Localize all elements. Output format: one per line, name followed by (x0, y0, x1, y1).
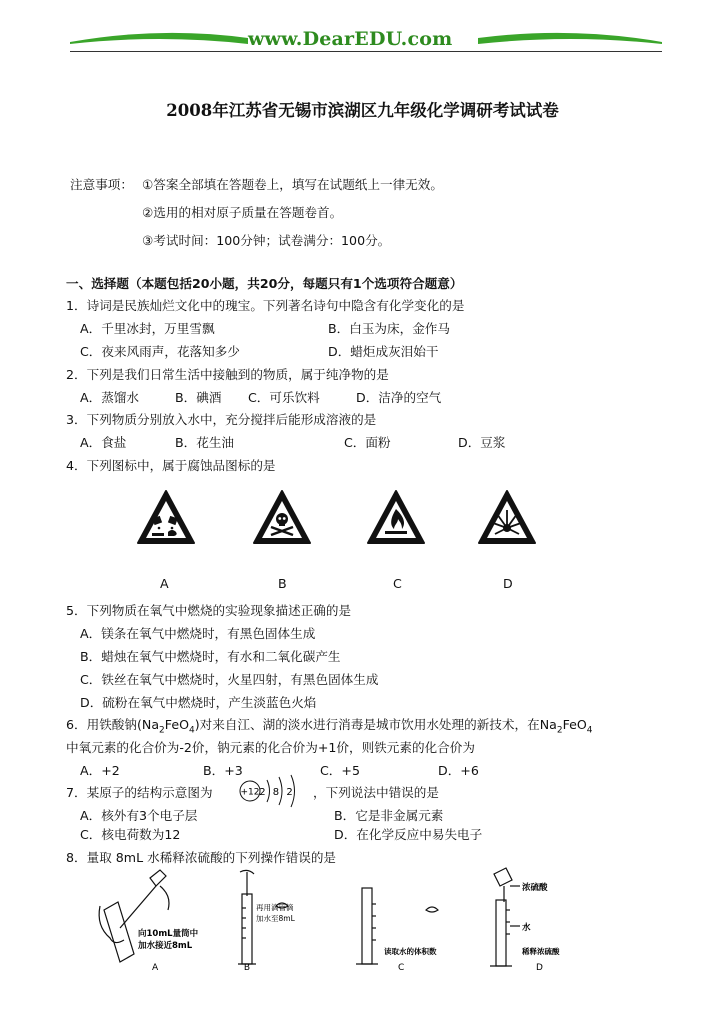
corrosive-hazard-icon (136, 489, 196, 547)
q5-option-c: C．铁丝在氧气中燃烧时，火星四射，有黑色固体生成 (80, 672, 379, 687)
q2-stem: 2．下列是我们日常生活中接触到的物质，属于纯净物的是 (66, 367, 389, 382)
q7-option-d: D．在化学反应中易失电子 (334, 827, 483, 842)
q7-option-a: A．核外有3个电子层 (80, 808, 198, 823)
q3-option-a: A．食盐 (80, 435, 127, 450)
svg-text:加水至8mL: 加水至8mL (256, 914, 295, 923)
q5-option-d: D．硫粉在氧气中燃烧时，产生淡蓝色火焰 (80, 695, 317, 710)
q7-stem-part2: ，下列说法中错误的是 (313, 785, 439, 800)
section-heading: 一、选择题（本题包括20小题，共20分，每题只有1个选项符合题意） (66, 276, 463, 291)
header-rule (70, 51, 662, 52)
svg-text:D: D (536, 963, 543, 973)
q6-option-b: B．+3 (203, 763, 243, 778)
toxic-hazard-icon (252, 489, 312, 547)
q4-stem: 4．下列图标中，属于腐蚀品图标的是 (66, 458, 276, 473)
q4-label-c: C (393, 576, 402, 591)
q3-option-d: D．豆浆 (458, 435, 506, 450)
q7-stem-part1: 7．某原子的结构示意图为 (66, 785, 213, 800)
svg-text:A: A (152, 963, 159, 973)
flammable-hazard-icon (366, 489, 426, 547)
q2-option-b: B．碘酒 (175, 390, 222, 405)
q8-apparatus-figure (90, 866, 590, 978)
svg-text:B: B (243, 963, 251, 973)
note-3: ③考试时间：100分钟；试卷满分：100分。 (142, 233, 391, 248)
q1-option-a: A．千里冰封，万里雪飘 (80, 321, 215, 336)
formula-na2feo4-repeat: $Na_2FeO_4$ (539, 717, 593, 736)
q7-option-b: B．它是非金属元素 (334, 808, 444, 823)
q1-option-d: D．蜡炬成灰泪始干 (328, 344, 439, 359)
note-2: ②选用的相对原子质量在答题卷首。 (142, 205, 343, 220)
atom-structure-diagram (237, 774, 311, 808)
formula-na2feo4: $Na_2FeO_4$ (141, 717, 195, 736)
q5-option-b: B．蜡烛在氧气中燃烧时，有水和二氧化碳产生 (80, 649, 341, 664)
q1-option-c: C．夜来风雨声，花落知多少 (80, 344, 240, 359)
q3-stem: 3．下列物质分别放入水中，充分搅拌后能形成溶液的是 (66, 412, 377, 427)
page-title: 2008年江苏省无锡市滨湖区九年级化学调研考试试卷 (166, 101, 559, 120)
q2-option-c: C．可乐饮料 (248, 390, 320, 405)
svg-text:水: 水 (522, 923, 531, 933)
q6-option-a: A．+2 (80, 763, 120, 778)
q1-option-b: B．白玉为床，金作马 (328, 321, 450, 336)
q6-option-c: C．+5 (320, 763, 360, 778)
q4-label-d: D (503, 576, 513, 591)
site-logo[interactable]: www.DearEDU.com (248, 28, 453, 50)
svg-text:向10mL量筒中: 向10mL量筒中 (138, 929, 199, 939)
note-1: ①答案全部填在答题卷上，填写在试题纸上一律无效。 (142, 177, 443, 192)
svg-text:读取水的体积数: 读取水的体积数 (384, 947, 437, 956)
q6-stem-line1: 6．用铁酸钠$(Na_2FeO_4)$对来自江、湖的淡水进行消毒是城市饮用水处理的新技术，在$Na_2FeO_4$ (66, 717, 593, 736)
q7-option-c: C．核电荷数为12 (80, 827, 181, 842)
q3-option-b: B．花生油 (175, 435, 235, 450)
q5-stem: 5．下列物质在氧气中燃烧的实验现象描述正确的是 (66, 603, 352, 618)
svg-text:2 8 2: 2 8 2 (259, 787, 295, 798)
q6-stem-line2: 中氧元素的化合价为-2价，钠元素的化合价为+1价，则铁元素的化合价为 (66, 740, 475, 755)
explosive-hazard-icon (477, 489, 537, 547)
q4-label-a: A (160, 576, 169, 591)
svg-text:稀释浓硫酸: 稀释浓硫酸 (522, 947, 560, 956)
svg-text:+12: +12 (240, 787, 260, 798)
q6-option-d: D．+6 (438, 763, 479, 778)
notes-label: 注意事项： (70, 177, 133, 192)
q2-option-a: A．蒸馏水 (80, 390, 139, 405)
figure-d-diluting-icon (490, 868, 520, 966)
svg-text:再用滴管滴: 再用滴管滴 (256, 903, 294, 912)
q8-stem: 8．量取 8mL 水稀释浓硫酸的下列操作错误的是 (66, 850, 337, 865)
svg-text:加水接近8mL: 加水接近8mL (138, 941, 193, 951)
q2-option-d: D．洁净的空气 (356, 390, 442, 405)
svg-text:C: C (398, 963, 405, 973)
svg-text:浓硫酸: 浓硫酸 (522, 883, 548, 893)
q3-option-c: C．面粉 (344, 435, 391, 450)
q1-stem: 1．诗词是民族灿烂文化中的瑰宝。下列著名诗句中隐含有化学变化的是 (66, 298, 465, 313)
q4-label-b: B (278, 576, 287, 591)
q5-option-a: A．镁条在氧气中燃烧时，有黑色固体生成 (80, 626, 316, 641)
